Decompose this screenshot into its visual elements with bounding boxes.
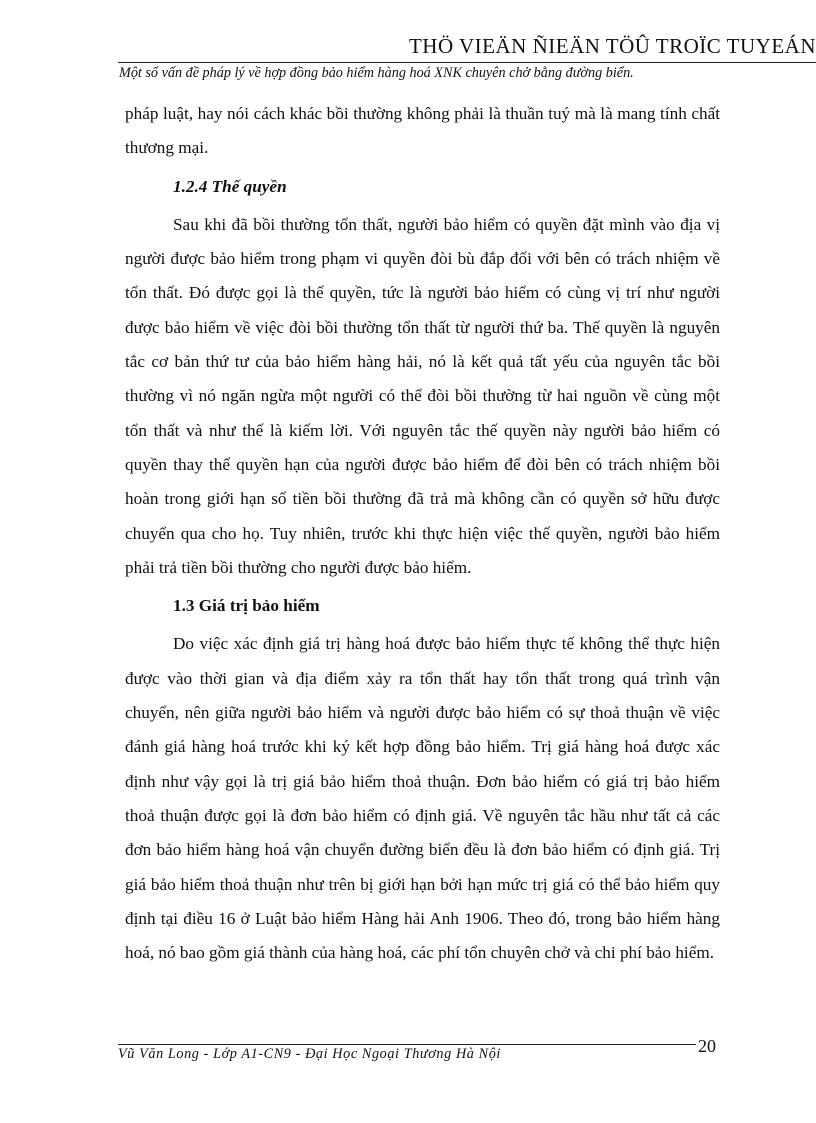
header-subtitle: Một số vấn đề pháp lý về hợp đồng bảo hiểm hàng hoá XNK chuyên chở bằng đường biển. [119, 65, 634, 81]
section-heading-insured-value: 1.3 Giá trị bảo hiểm [173, 596, 320, 616]
header-divider [118, 62, 816, 63]
document-body [125, 97, 720, 970]
footer-author: Vũ Văn Long - Lớp A1-CN9 - Đại Học Ngoại Thương Hà Nội [118, 1046, 501, 1062]
paragraph-continuation: pháp luật, hay nói cách khác bồi thường không phải là thuần tuý mà là mang tính chất thương mại. [125, 104, 720, 158]
paragraph-insured-value: Do việc xác định giá trị hàng hoá được bảo hiểm thực tế không thể thực hiện được vào thời gian và địa điểm xảy ra tổn thất hay tổn thất trong quá trình vận chuyển, nên giữa người bảo hiểm và người được bảo hiểm có sự thoả thuận về việc đánh giá hàng hoá trước khi ký kết hợp đồng bảo hiểm. Trị giá hàng hoá được xác định như vậy gọi là trị giá bảo hiểm thoả thuận. Đơn bảo hiểm có giá trị bảo hiểm thoả thuận được gọi là đơn bảo hiểm có định giá. Về nguyên tắc hầu như tất cả các đơn bảo hiểm hàng hoá vận chuyển đường biển đều là đơn bảo hiểm có định giá. Trị giá bảo hiểm thoả thuận như trên bị giới hạn bởi hạn mức trị giá có thể bảo hiểm quy định tại điều 16 ở Luật bảo hiểm Hàng hải Anh 1906. Theo đó, trong bảo hiểm hàng hoá, nó bao gồm giá thành của hàng hoá, các phí tổn chuyên chở và chi phí bảo hiểm. [125, 634, 720, 963]
footer-divider [118, 1044, 696, 1045]
section-heading-subrogation: 1.2.4 Thế quyền [173, 176, 287, 196]
page-number: 20 [698, 1036, 716, 1056]
paragraph-subrogation: Sau khi đã bồi thường tổn thất, người bảo hiểm có quyền đặt mình vào địa vị người được bảo hiểm trong phạm vi quyền đòi bù đắp đối với bên có trách nhiệm về tổn thất. Đó được gọi là thế quyền, tức là người bảo hiểm có cùng vị trí như người được bảo hiểm về việc đòi bồi thường tổn thất từ người thứ ba. Thế quyền là nguyên tắc cơ bản thứ tư của bảo hiểm hàng hải, nó là kết quả tất yếu của nguyên tắc bồi thường vì nó ngăn ngừa một người có thể đòi bồi thường từ hai nguồn về cùng một tổn thất và như thế là kiếm lời. Với nguyên tắc thế quyền này người bảo hiểm có quyền thay thế quyền hạn của người được bảo hiểm để đòi bên có trách nhiệm bồi hoàn trong giới hạn số tiền bồi thường đã trả mà không cần có quyền sở hữu được chuyển qua cho họ. Tuy nhiên, trước khi thực hiện việc thế quyền, người bảo hiểm phải trả tiền bồi thường cho người được bảo hiểm. [125, 214, 720, 577]
watermark-text: THÖ VIEÄN ÑIEÄN TÖÛ TROÏC TUYEÁN [408, 34, 816, 58]
